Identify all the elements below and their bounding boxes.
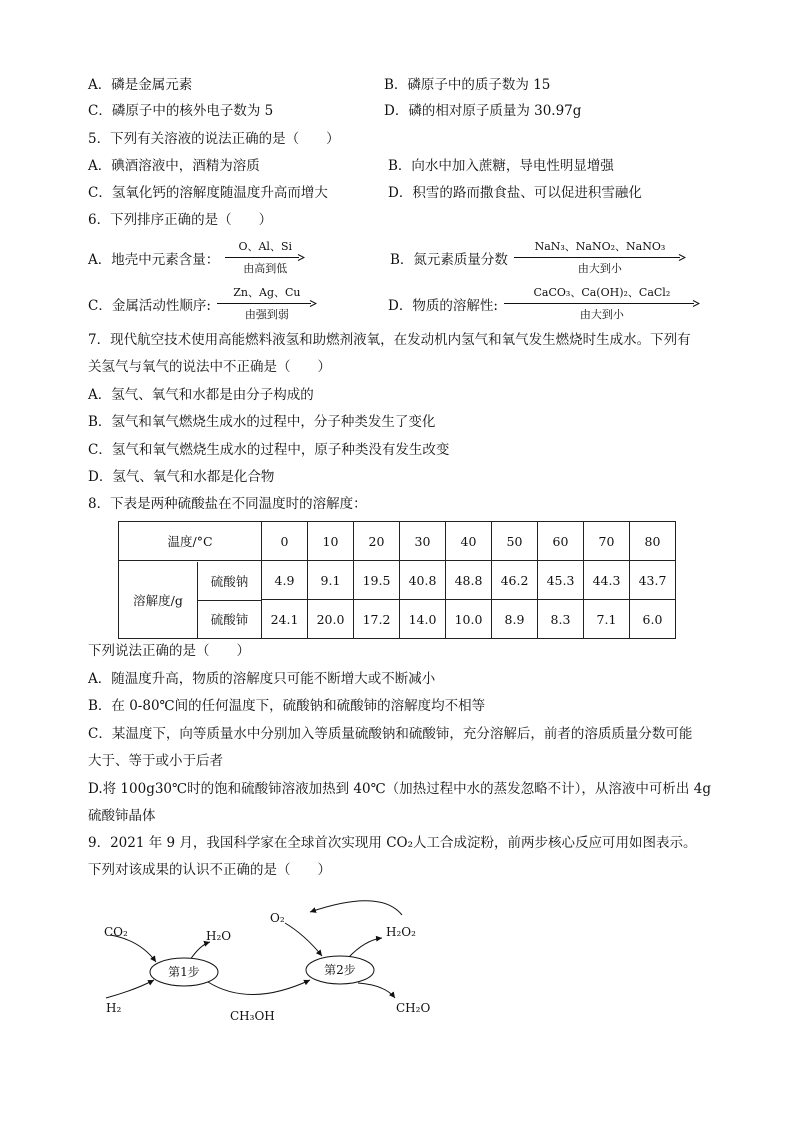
o2-label: O₂ [270, 911, 285, 925]
q6-option-b-sequence: NaN₃、NaNO₂、NaNO₃ [534, 240, 666, 253]
table-cell: 48.8 [446, 561, 492, 600]
q4-option-b: B．磷原子中的质子数为 15 [384, 77, 551, 93]
q4-option-a: A．磷是金属元素 [88, 77, 193, 93]
table-cell: 24.1 [262, 600, 308, 639]
q5-option-d: D．积雪的路而撒食盐、可以促进积雪融化 [388, 185, 642, 201]
h2-label: H₂ [106, 1001, 122, 1015]
table-cell: 43.7 [630, 561, 676, 600]
solubility-group-label: 溶解度/g [119, 562, 198, 638]
h2o2-label: H₂O₂ [386, 925, 416, 939]
solubility-group-cell [119, 561, 262, 639]
q9-stem-line1: 9．2021 年 9 月，我国科学家在全球首次实现用 CO₂人工合成淀粉，前两步核心反应可用如图表示。 [88, 835, 697, 851]
q6-option-c-sequence: Zn、Ag、Cu [233, 286, 301, 299]
q4-option-d: D．磷的相对原子质量为 30.97g [384, 103, 582, 119]
table-cell: 19.5 [354, 561, 400, 600]
row-label-sodium-sulfate: 硫酸钠 [198, 562, 261, 601]
table-cell: 46.2 [492, 561, 538, 600]
table-cell: 7.1 [584, 600, 630, 639]
q8-option-a: A．随温度升高，物质的溶解度只可能不断增大或不断减小 [88, 671, 436, 687]
reaction-diagram [90, 890, 450, 1030]
q6-option-a-sequence: O、Al、Si [238, 240, 293, 253]
arrow-icon [225, 253, 305, 262]
table-cell: 20.0 [308, 600, 354, 639]
q8-option-c-line2: 大于、等于或小于后者 [88, 753, 223, 769]
temp-cell: 10 [308, 522, 354, 561]
arrow-h2-to-step1 [106, 980, 154, 998]
q7-option-b: B．氢气和氧气燃烧生成水的过程中，分子种类发生了变化 [88, 414, 436, 430]
q6-stem: 6．下列排序正确的是（ ） [88, 212, 273, 228]
q8-ask: 下列说法正确的是（ ） [88, 643, 250, 659]
q6-option-d-label: D．物质的溶解性: [388, 297, 498, 314]
temperature-header: 温度/°C [119, 522, 262, 561]
q6-option-d [388, 286, 700, 321]
q6-option-d-order: 由大到小 [579, 308, 624, 321]
h2o-label: H₂O [206, 929, 232, 943]
q6-option-a [88, 240, 305, 275]
arrow-icon [504, 299, 700, 308]
temp-cell: 70 [584, 522, 630, 561]
arrow-icon [217, 299, 317, 308]
table-cell: 8.9 [492, 600, 538, 639]
q6-option-b-order: 由大到小 [577, 262, 622, 275]
table-cell: 44.3 [584, 561, 630, 600]
table-cell: 10.0 [446, 600, 492, 639]
temp-cell: 30 [400, 522, 446, 561]
table-cell: 6.0 [630, 600, 676, 639]
q5-option-b: B．向水中加入蔗糖，导电性明显增强 [388, 158, 614, 174]
q6-option-a-label: A．地壳中元素含量： [88, 251, 220, 268]
q7-option-a: A．氢气、氧气和水都是由分子构成的 [88, 387, 314, 403]
q6-option-c-order: 由强到弱 [244, 308, 289, 321]
table-header-row [119, 522, 676, 561]
q6-option-c [88, 286, 317, 321]
q8-stem: 8．下表是两种硫酸盐在不同温度时的溶解度： [88, 496, 367, 512]
row-label-cerium-sulfate: 硫酸铈 [210, 612, 249, 627]
table-cell: 17.2 [354, 600, 400, 639]
table-cell: 14.0 [400, 600, 446, 639]
arrow-step2-to-ch2o [358, 983, 395, 998]
table-cell: 9.1 [308, 561, 354, 600]
arrow-icon [514, 253, 686, 262]
arrow-step1-to-h2o [190, 942, 210, 960]
q6-option-c-label: C．金属活动性顺序: [88, 297, 211, 314]
q9-stem-line2: 下列对该成果的认识不正确的是（ ） [88, 862, 331, 878]
q4-option-c: C．磷原子中的核外电子数为 5 [88, 103, 274, 119]
table-cell: 40.8 [400, 561, 446, 600]
q8-option-d-line1: D.将 100g30℃时的饱和硫酸铈溶液加热到 40℃（加热过程中水的蒸发忽略不计），从溶液中可析出 4g [88, 781, 711, 797]
q6-option-b-label: B．氮元素质量分数 [390, 251, 508, 268]
q7-stem-line1: 7．现代航空技术使用高能燃料液氢和助燃剂液氧，在发动机内氢气和氧气发生燃烧时生成水。下列有 [88, 332, 691, 348]
table-cell: 4.9 [262, 561, 308, 600]
step2-label: 第2步 [324, 963, 356, 977]
co2-label: CO₂ [104, 925, 128, 939]
q7-stem-line2: 关氢气与氧气的说法中不正确是（ ） [88, 359, 331, 375]
temp-cell: 60 [538, 522, 584, 561]
q5-stem: 5．下列有关溶液的说法正确的是（ ） [88, 131, 340, 147]
ch3oh-label: CH₃OH [230, 1009, 275, 1023]
step1-label: 第1步 [168, 965, 200, 979]
solubility-table [118, 521, 676, 639]
temp-cell: 50 [492, 522, 538, 561]
temp-cell: 40 [446, 522, 492, 561]
table-row [119, 561, 676, 600]
q8-option-c-line1: C．某温度下，向等质量水中分别加入等质量硫酸钠和硫酸铈，充分溶解后，前者的溶质质量分数可能 [88, 726, 693, 742]
arrow-step2-to-h2o2 [348, 938, 382, 958]
q5-option-a: A．碘酒溶液中，酒精为溶质 [88, 158, 260, 174]
temp-cell: 0 [262, 522, 308, 561]
arrow-o2-to-step2 [285, 923, 322, 956]
q8-option-b: B．在 0-80℃间的任何温度下，硫酸钠和硫酸铈的溶解度均不相等 [88, 698, 486, 714]
q5-option-c: C．氢氧化钙的溶解度随温度升高而增大 [88, 185, 328, 201]
temp-cell: 80 [630, 522, 676, 561]
table-cell: 45.3 [538, 561, 584, 600]
temp-cell: 20 [354, 522, 400, 561]
q7-option-c: C．氢气和氧气燃烧生成水的过程中，原子种类没有发生改变 [88, 442, 450, 458]
arrow-step1-to-step2 [208, 980, 310, 995]
q7-option-d: D．氢气、氧气和水都是化合物 [88, 469, 275, 485]
arrow-co2-to-step1 [110, 935, 156, 962]
q6-option-d-sequence: CaCO₃、Ca(OH)₂、CaCl₂ [533, 286, 671, 299]
q6-option-a-order: 由高到低 [243, 262, 288, 275]
q8-option-d-line2: 硫酸铈晶体 [88, 808, 156, 824]
ch2o-label: CH₂O [396, 1001, 431, 1015]
q6-option-b [390, 240, 686, 275]
arrow-h2o2-to-o2 [310, 901, 402, 915]
table-cell: 8.3 [538, 600, 584, 639]
